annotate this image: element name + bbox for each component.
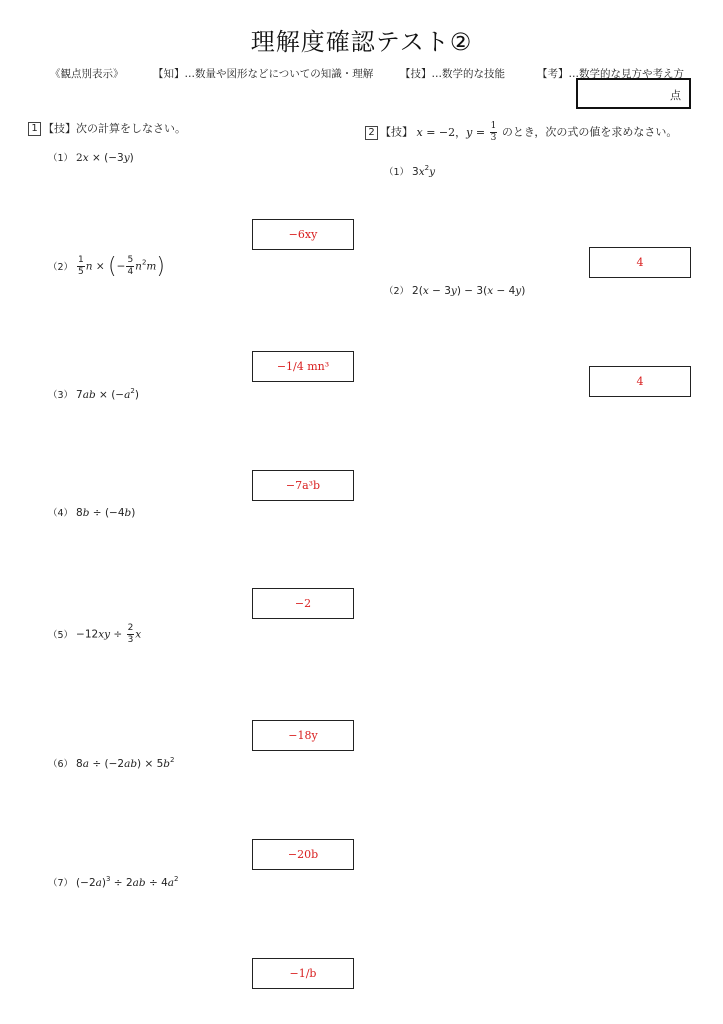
s1-answer-1-text: −6xy: [288, 228, 318, 241]
s1-problem-3: （3） $7ab \times (-a^2)$: [48, 387, 139, 401]
s1-answer-1[interactable]: [252, 219, 354, 250]
section1-instruction: 次の計算をしなさい。: [76, 122, 186, 135]
s1-problem-2: （2） $\frac{1}{5}$ n × (− $\frac{5}{4}$ $n^2m$): [48, 254, 165, 279]
s1-answer-4[interactable]: [252, 588, 354, 619]
legend-ko: 【考】…数学的な見方や考え方: [537, 68, 684, 80]
s1-problem-5: （5） −12xy ÷ $\frac{2}{3}$ x: [48, 623, 142, 645]
section1-tag: 【技】: [43, 122, 76, 135]
section2-instruction: のとき，次の式の値を求めなさい。: [501, 125, 678, 139]
s1-problem-1: （1） 2x × (−3y): [48, 152, 134, 164]
s1-answer-2[interactable]: [252, 351, 354, 382]
s1-problem-4: （4） 8b ÷ (−4b): [48, 507, 136, 519]
section2-heading: 2 【技】 x = −2，y = $\frac{1}{3}$ のとき，次の式の値を求めなさい。: [365, 122, 677, 143]
s2-answer-2-text: 4: [636, 375, 644, 388]
s1-answer-7[interactable]: [252, 958, 354, 989]
section2-tag: 【技】: [380, 125, 413, 139]
score-box[interactable]: [576, 78, 691, 109]
page-title: 理解度確認テスト②: [250, 28, 473, 56]
s1-problem-6: （6） $8a \div (-2ab) \times 5b^2$: [48, 756, 175, 770]
s1-answer-6[interactable]: [252, 839, 354, 870]
s2-problem-2: （2） 2(x − 3y) − 3(x − 4y): [384, 285, 526, 297]
legend-chi: 【知】…数量や図形などについての知識・理解: [153, 68, 374, 80]
score-label: 点: [670, 89, 681, 102]
s1-answer-3[interactable]: [252, 470, 354, 501]
legend-gi: 【技】…数学的な技能: [400, 68, 505, 80]
s2-answer-1-text: 4: [636, 256, 644, 269]
s1-answer-4-text: −2: [294, 597, 312, 610]
s1-answer-2-text: −1/4 mn³: [276, 360, 330, 373]
legend-header: 《観点別表示》: [50, 68, 124, 80]
section1-number: 1: [28, 122, 41, 136]
section1-heading: [28, 120, 186, 136]
s1-answer-5[interactable]: [252, 720, 354, 751]
s1-answer-7-text: −1/b: [289, 967, 317, 980]
s1-problem-7: （7） $(-2a)^3 \div 2ab \div 4a^2$: [48, 875, 179, 889]
section2-number: 2: [365, 126, 378, 140]
s2-answer-2[interactable]: [589, 366, 691, 397]
s2-answer-1[interactable]: [589, 247, 691, 278]
s1-answer-3-text: −7a³b: [285, 479, 321, 492]
s2-problem-1: （1） $3x^2y$: [384, 164, 436, 178]
s1-answer-6-text: −20b: [287, 848, 319, 861]
s1-answer-5-text: −18y: [288, 729, 318, 742]
